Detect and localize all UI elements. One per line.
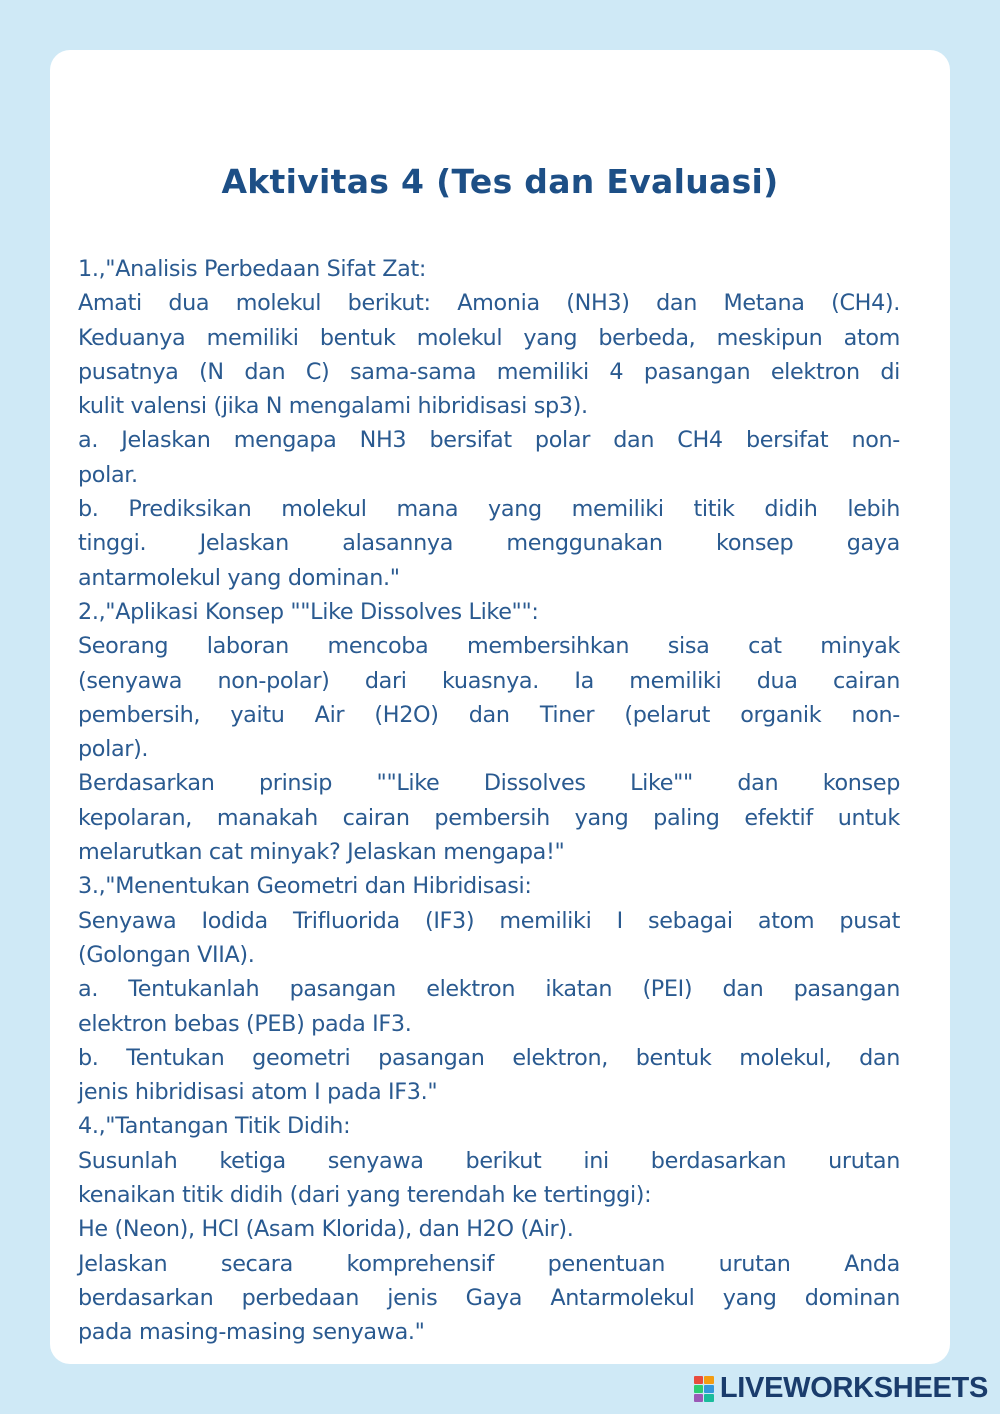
text-line: pembersih, yaitu Air (H2O) dan Tiner (pelarut organik non- <box>78 701 900 728</box>
text-line: a. Jelaskan mengapa NH3 bersifat polar dan CH4 bersifat non- <box>78 427 900 454</box>
text-line: elektron bebas (PEB) pada IF3. <box>78 1010 412 1037</box>
text-line: Keduanya memiliki bentuk molekul yang berbeda, meskipun atom <box>78 324 900 351</box>
worksheet-card <box>50 50 950 1364</box>
text-line: 3.,"Menentukan Geometri dan Hibridisasi: <box>78 873 532 900</box>
question-text <box>78 252 900 1350</box>
text-line: pada masing-masing senyawa." <box>78 1319 425 1346</box>
text-line: b. Tentukan geometri pasangan elektron, bentuk molekul, dan <box>78 1044 900 1071</box>
text-line: kulit valensi (jika N mengalami hibridisasi sp3). <box>78 393 588 420</box>
text-line: Jelaskan secara komprehensif penentuan urutan Anda <box>78 1250 900 1277</box>
text-line: 4.,"Tantangan Titik Didih: <box>78 1113 351 1140</box>
text-line: Seorang laboran mencoba membersihkan sisa cat minyak <box>78 633 900 660</box>
text-line: a. Tentukanlah pasangan elektron ikatan (PEI) dan pasangan <box>78 976 900 1003</box>
text-line: pusatnya (N dan C) sama-sama memiliki 4 pasangan elektron di <box>78 358 900 385</box>
text-line: kepolaran, manakah cairan pembersih yang paling efektif untuk <box>78 804 900 831</box>
text-line: antarmolekul yang dominan." <box>78 564 400 591</box>
text-line: polar. <box>78 461 138 488</box>
text-line: polar). <box>78 736 149 763</box>
text-line: (senyawa non-polar) dari kuasnya. Ia memiliki dua cairan <box>78 667 900 694</box>
text-line: (Golongan VIIA). <box>78 941 255 968</box>
text-line: 2.,"Aplikasi Konsep ""Like Dissolves Like"": <box>78 598 539 625</box>
text-line: Susunlah ketiga senyawa berikut ini berdasarkan urutan <box>78 1147 900 1174</box>
text-line: kenaikan titik didih (dari yang terendah ke tertinggi): <box>78 1182 652 1209</box>
brand-name: LIVEWORKSHEETS <box>719 1372 988 1404</box>
text-line: melarutkan cat minyak? Jelaskan mengapa!" <box>78 839 565 866</box>
text-line: Amati dua molekul berikut: Amonia (NH3) dan Metana (CH4). <box>78 290 900 317</box>
page-title: Aktivitas 4 (Tes dan Evaluasi) <box>221 162 779 201</box>
text-line: tinggi. Jelaskan alasannya menggunakan konsep gaya <box>78 530 900 557</box>
text-line: He (Neon), HCl (Asam Klorida), dan H2O (Air). <box>78 1216 574 1243</box>
liveworksheets-logo-icon <box>694 1376 714 1402</box>
text-line: jenis hibridisasi atom I pada IF3." <box>78 1079 438 1106</box>
text-line: berdasarkan perbedaan jenis Gaya Antarmolekul yang dominan <box>78 1284 900 1311</box>
liveworksheets-brand[interactable] <box>694 1372 988 1405</box>
text-line: Berdasarkan prinsip ""Like Dissolves Like"" dan konsep <box>78 770 900 797</box>
text-line: Senyawa Iodida Trifluorida (IF3) memiliki I sebagai atom pusat <box>78 907 900 934</box>
text-line: b. Prediksikan molekul mana yang memiliki titik didih lebih <box>78 496 900 523</box>
text-line: 1.,"Analisis Perbedaan Sifat Zat: <box>78 256 427 282</box>
